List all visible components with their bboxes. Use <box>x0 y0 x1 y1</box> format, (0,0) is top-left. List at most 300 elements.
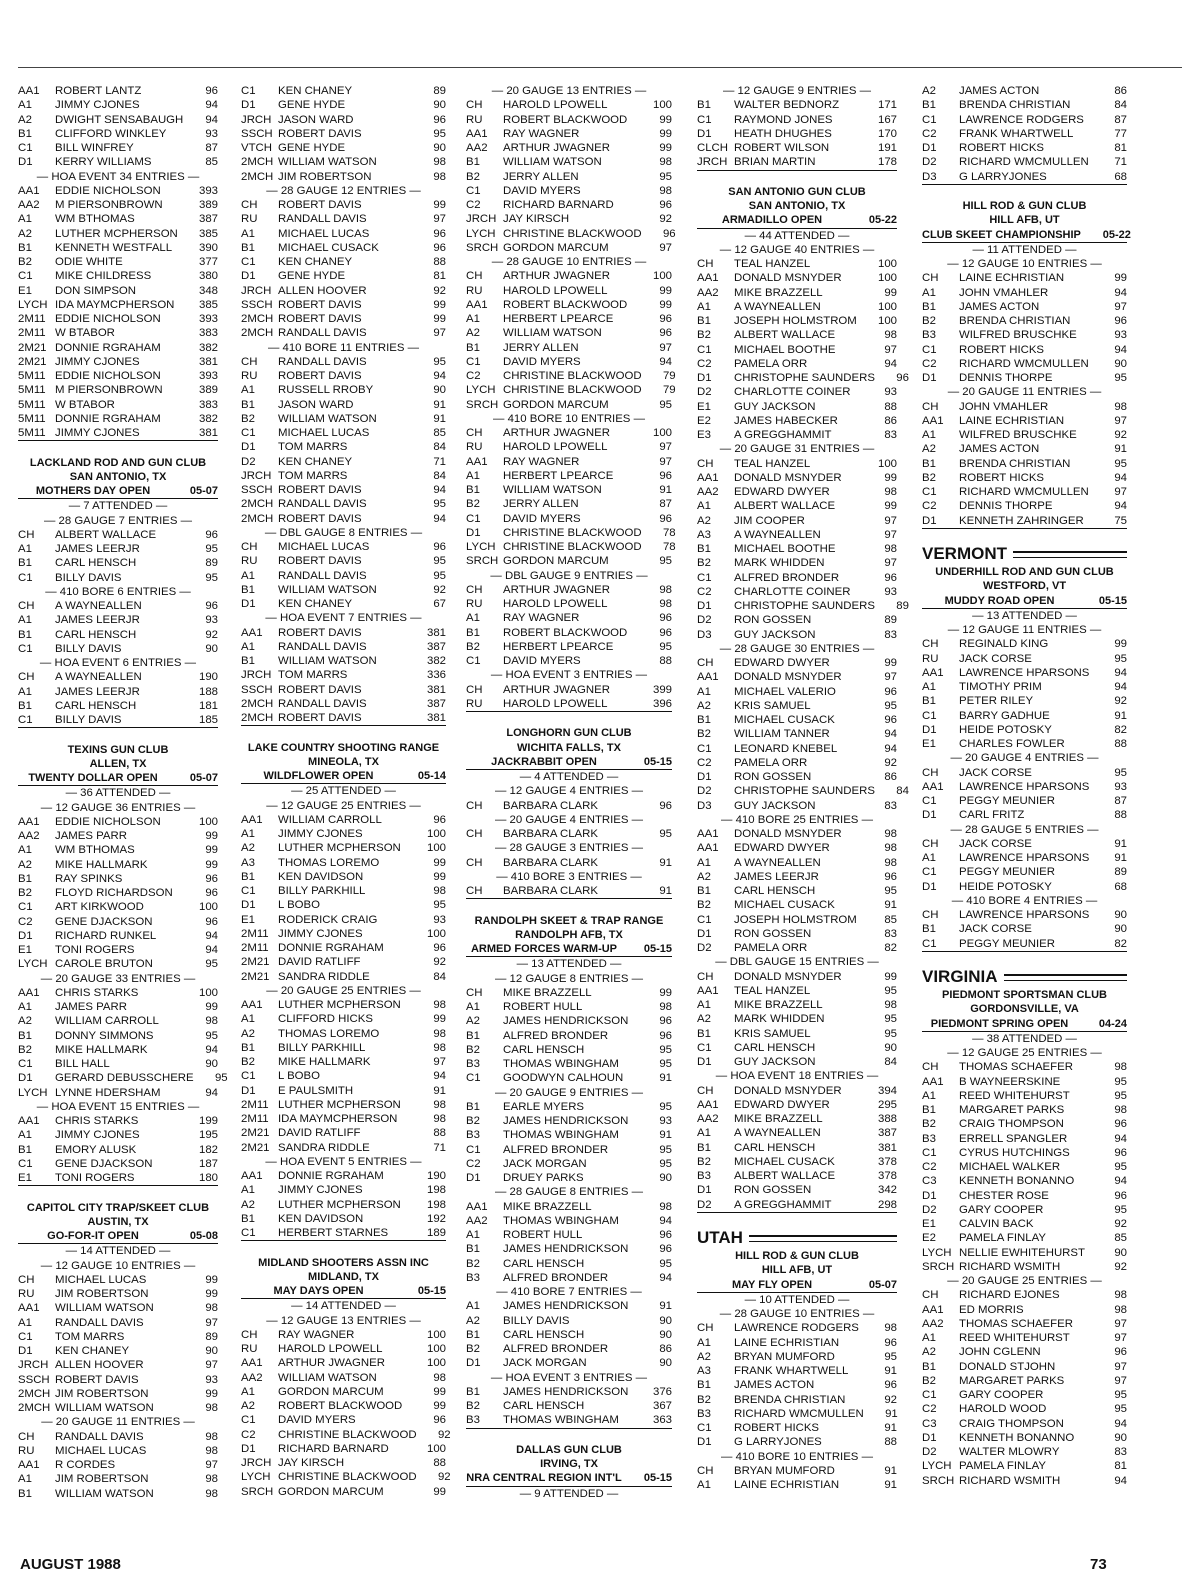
score: 378 <box>877 1170 897 1182</box>
result-row <box>241 127 446 141</box>
class-code: CH <box>18 1430 35 1443</box>
score: 336 <box>426 669 446 682</box>
result-row <box>466 1000 672 1014</box>
class-code: B2 <box>922 471 936 484</box>
class-code: CH <box>466 99 483 112</box>
shooter-name: HERBERT LPEARCE <box>503 313 614 325</box>
shooter-name: KEN DAVIDSON <box>278 1212 364 1225</box>
shooter-name: TONI ROGERS <box>55 944 135 956</box>
score: 100 <box>198 815 218 828</box>
shoot-date: 05-07 <box>868 1278 897 1291</box>
club-name: MIDLAND SHOOTERS ASSN INC <box>258 1256 429 1269</box>
shooter-name: W BTABOR <box>55 398 115 411</box>
shooter-name: JIMMY CJONES <box>55 99 140 112</box>
score: 95 <box>884 1350 897 1363</box>
score: 96 <box>205 600 218 612</box>
result-row <box>241 1098 446 1112</box>
class-code: D1 <box>18 156 33 169</box>
score: 97 <box>884 671 897 684</box>
shooter-name: RAY WAGNER <box>503 127 580 140</box>
score: 96 <box>1114 1146 1127 1159</box>
score: 382 <box>426 655 446 667</box>
result-row <box>466 98 672 112</box>
result-row <box>466 1114 672 1128</box>
shooter-name: MICHAEL LUCAS <box>55 1273 147 1286</box>
shooter-name: JIM ROBERTSON <box>55 1387 149 1400</box>
result-row <box>466 198 672 212</box>
score: 98 <box>433 1098 446 1111</box>
shooter-name: RAYMOND JONES <box>734 113 833 126</box>
result-row <box>18 858 218 872</box>
class-code: B3 <box>922 1132 936 1145</box>
score: 181 <box>198 699 218 712</box>
result-row <box>241 398 446 412</box>
shooter-name: RICHARD RUNKEL <box>55 929 157 942</box>
class-code: B1 <box>18 1029 32 1042</box>
class-code: C1 <box>18 571 33 584</box>
shooter-name: A GREGGHAMMIT <box>734 1198 832 1211</box>
score: 100 <box>426 828 446 840</box>
shooter-name: DAVID MYERS <box>503 512 581 525</box>
class-code: D1 <box>697 1056 712 1068</box>
result-row <box>922 837 1127 851</box>
score: 94 <box>659 355 672 368</box>
result-row <box>697 528 897 542</box>
score: 91 <box>659 1072 672 1085</box>
score: 97 <box>205 1359 218 1372</box>
result-row <box>241 483 446 497</box>
score: 92 <box>205 628 218 641</box>
result-row <box>241 113 446 127</box>
result-row <box>18 113 218 127</box>
shooter-name: JOSEPH HOLMSTROM <box>734 913 857 926</box>
result-row <box>697 271 897 285</box>
shooter-name: FRANK WHARTWELL <box>734 1365 849 1377</box>
result-row <box>241 1112 446 1126</box>
shooter-name: ALBERT WALLACE <box>55 528 157 541</box>
class-code: AA1 <box>18 85 40 97</box>
result-row <box>922 1146 1127 1160</box>
shooter-name: JAMES LEERJR <box>55 685 140 698</box>
shooter-name: EDDIE NICHOLSON <box>55 370 161 382</box>
shooter-name: HAROLD WOOD <box>959 1403 1047 1416</box>
event-header: — 20 GAUGE 13 ENTRIES — <box>491 85 647 97</box>
result-row <box>241 668 446 682</box>
class-code: C1 <box>241 885 256 897</box>
score: 88 <box>884 400 897 413</box>
shooter-name: HERBERT LPEARCE <box>503 640 614 653</box>
shooter-name: L BOBO <box>278 899 320 912</box>
class-code: 5M11 <box>18 427 46 439</box>
shoot-title <box>922 594 1127 609</box>
score: 85 <box>1114 1232 1127 1245</box>
score: 96 <box>659 626 672 639</box>
score: 95 <box>659 640 672 653</box>
shooter-name: EDWARD DWYER <box>734 657 830 669</box>
shooter-name: MICHAEL VALERIO <box>734 685 836 698</box>
result-row <box>18 1000 218 1014</box>
shooter-name: GENE DJACKSON <box>55 1157 153 1170</box>
result-row <box>241 84 446 98</box>
result-row <box>466 398 672 412</box>
shooter-name: EDDIE NICHOLSON <box>55 815 161 828</box>
result-row <box>466 341 672 355</box>
score: 88 <box>433 1457 446 1469</box>
result-row <box>697 428 897 442</box>
score: 88 <box>433 256 446 268</box>
result-row <box>18 398 218 412</box>
result-row <box>697 685 897 699</box>
class-code: A1 <box>241 828 255 840</box>
class-code: CH <box>466 856 483 869</box>
class-code: CH <box>18 1273 35 1286</box>
shooter-name: DONNIE RGRAHAM <box>278 1170 384 1182</box>
class-code: AA1 <box>697 671 719 684</box>
result-row <box>241 1399 446 1413</box>
shooter-name: TONI ROGERS <box>55 1172 135 1184</box>
result-row <box>697 542 897 556</box>
class-code: B1 <box>466 1029 480 1042</box>
result-row <box>18 426 218 441</box>
result-row <box>697 314 897 328</box>
shooter-name: BILLY DAVIS <box>55 571 122 584</box>
event-header: — HOA EVENT 5 ENTRIES — <box>265 1155 422 1168</box>
score: 71 <box>433 1141 446 1154</box>
shooter-name: RANDALL DAVIS <box>278 697 367 710</box>
class-code: CH <box>922 837 939 850</box>
result-row <box>18 1401 218 1415</box>
class-code: B1 <box>466 484 480 496</box>
class-code: B2 <box>922 1118 936 1131</box>
shooter-name: CHARLES FOWLER <box>959 738 1065 750</box>
result-row <box>466 440 672 454</box>
score: 393 <box>198 313 218 325</box>
class-code: A1 <box>466 469 480 482</box>
result-row <box>241 941 446 955</box>
shooter-name: JAY KIRSCH <box>503 213 570 226</box>
class-code: AA1 <box>922 1075 944 1088</box>
class-code: RU <box>466 284 483 297</box>
result-row <box>241 497 446 511</box>
score: 94 <box>1114 666 1127 679</box>
shooter-name: WALTER BEDNORZ <box>734 99 840 112</box>
class-code: E1 <box>241 913 255 926</box>
result-row <box>466 155 672 169</box>
result-row <box>922 1445 1127 1459</box>
class-code: AA2 <box>697 286 719 299</box>
result-row <box>466 1214 672 1228</box>
shooter-name: KENNETH BONANNO <box>959 1431 1075 1444</box>
score: 94 <box>205 929 218 942</box>
score: 95 <box>1114 766 1127 779</box>
club-name: LACKLAND ROD AND GUN CLUB <box>29 456 207 469</box>
result-row <box>241 141 446 155</box>
shoot-date: 04-24 <box>1098 1017 1127 1030</box>
result-row <box>18 1430 218 1444</box>
shooter-name: PEGGY MEUNIER <box>959 795 1055 807</box>
shooter-name: CHRISTOPHE SAUNDERS <box>734 372 875 384</box>
results-column-1 <box>18 84 228 1501</box>
shooter-name: DON SIMPSON <box>55 284 137 297</box>
shooter-name: WILLIAM WATSON <box>55 1302 154 1315</box>
shooter-name: CARL HENSCH <box>55 628 137 641</box>
shooter-name: CARL HENSCH <box>55 699 137 712</box>
class-code: A1 <box>241 569 255 582</box>
class-code: A1 <box>466 313 480 325</box>
score: 95 <box>659 170 672 183</box>
result-row <box>697 257 897 271</box>
result-row <box>697 585 897 599</box>
score: 88 <box>433 1127 446 1140</box>
class-code: A1 <box>18 844 32 857</box>
shooter-name: FRANK WHARTWELL <box>959 127 1074 140</box>
class-code: D1 <box>697 771 712 783</box>
shooter-name: DONALD MSNYDER <box>734 471 842 484</box>
result-row <box>922 666 1127 680</box>
class-code: B1 <box>697 99 711 112</box>
score: 100 <box>877 258 897 270</box>
class-code: C1 <box>697 571 712 584</box>
class-code: SSCH <box>241 298 273 311</box>
score: 382 <box>198 412 218 425</box>
score: 93 <box>1114 780 1127 793</box>
score: 98 <box>884 828 897 840</box>
score: 95 <box>884 984 897 997</box>
score: 91 <box>1114 852 1127 864</box>
score: 381 <box>198 355 218 368</box>
result-row <box>922 1360 1127 1374</box>
shooter-name: RON GOSSEN <box>734 927 812 940</box>
shooter-name: WILLIAM WATSON <box>278 1371 377 1384</box>
shooter-name: ROBERT DAVIS <box>55 1373 139 1386</box>
shooter-name: THOMAS WBINGHAM <box>503 1414 619 1427</box>
event-header: — 14 ATTENDED — <box>291 1300 396 1313</box>
class-code: C1 <box>922 113 937 126</box>
shooter-name: CARL HENSCH <box>503 1328 585 1341</box>
event-header: — 12 GAUGE 40 ENTRIES — <box>719 243 875 256</box>
score: 95 <box>1114 1075 1127 1088</box>
class-code: B1 <box>922 695 936 708</box>
result-row <box>241 1084 446 1098</box>
shooter-name: CRAIG THOMPSON <box>959 1118 1064 1131</box>
shooter-name: HERBERT STARNES <box>278 1227 389 1239</box>
result-row <box>922 442 1127 456</box>
class-code: RU <box>241 555 258 568</box>
result-row <box>18 1373 218 1387</box>
event-header: — 410 BORE 10 ENTRIES — <box>493 412 645 425</box>
score: 99 <box>205 1273 218 1286</box>
result-row <box>18 1157 218 1171</box>
score: 99 <box>884 286 897 299</box>
class-code: D3 <box>922 170 937 183</box>
score: 189 <box>426 1227 446 1239</box>
class-code: E1 <box>922 738 936 750</box>
result-row <box>922 314 1127 328</box>
score: 96 <box>433 241 446 254</box>
shooter-name: ROBERT DAVIS <box>278 370 362 382</box>
score: 96 <box>884 685 897 698</box>
score: 100 <box>877 315 897 327</box>
shooter-name: A WAYNEALLEN <box>734 856 821 869</box>
result-row <box>697 1421 897 1435</box>
class-code: JRCH <box>18 1359 49 1372</box>
result-row <box>922 414 1127 428</box>
result-row <box>18 1128 218 1142</box>
shooter-name: ARTHUR JWAGNER <box>278 1357 385 1370</box>
score: 348 <box>198 284 218 297</box>
result-row <box>466 640 672 654</box>
score: 95 <box>433 127 446 140</box>
score: 180 <box>198 1172 218 1184</box>
shooter-name: ED MORRIS <box>959 1303 1024 1316</box>
result-row <box>241 970 446 984</box>
result-row <box>697 457 897 471</box>
score: 97 <box>1114 300 1127 313</box>
score: 90 <box>1114 1246 1127 1259</box>
class-code: B1 <box>922 300 936 313</box>
result-row <box>697 1478 897 1492</box>
shooter-name: ROBERT BLACKWOOD <box>278 1400 403 1412</box>
shooter-name: JIM ROBERTSON <box>55 1288 149 1300</box>
class-code: C2 <box>922 357 937 370</box>
shooter-name: DONALD MSNYDER <box>734 272 842 285</box>
result-row <box>18 900 218 914</box>
result-row <box>466 1043 672 1057</box>
shooter-name: E PAULSMITH <box>278 1084 354 1097</box>
score: 96 <box>1114 1118 1127 1131</box>
result-row <box>241 170 446 184</box>
score: 93 <box>884 585 897 598</box>
result-row <box>697 141 897 155</box>
result-row <box>922 328 1127 342</box>
score: 83 <box>884 628 897 641</box>
result-row <box>241 884 446 898</box>
score: 98 <box>1114 1289 1127 1302</box>
score: 95 <box>1114 372 1127 384</box>
event-header: — 13 ATTENDED — <box>516 958 622 971</box>
class-code: CH <box>466 986 483 999</box>
result-row <box>241 640 446 654</box>
result-row <box>466 212 672 226</box>
shooter-name: ROBERT DAVIS <box>278 298 362 311</box>
shooter-name: CHRISTINE BLACKWOOD <box>503 227 642 240</box>
shooter-name: THOMAS LOREMO <box>278 1027 380 1040</box>
score: 394 <box>877 1084 897 1097</box>
class-code: AA1 <box>241 813 263 826</box>
result-row <box>241 284 446 298</box>
shooter-name: JACK CORSE <box>959 837 1032 850</box>
score: 99 <box>433 1013 446 1026</box>
shooter-name: GENE DJACKSON <box>55 915 153 928</box>
shooter-name: RODERICK CRAIG <box>278 913 378 926</box>
result-row <box>922 766 1127 780</box>
shooter-name: JIMMY CJONES <box>55 1129 140 1142</box>
class-code: A1 <box>241 640 255 653</box>
shooter-name: THOMAS WBINGHAM <box>503 1058 619 1070</box>
shooter-name: CHRIS STARKS <box>55 1115 139 1127</box>
score: 95 <box>1114 1389 1127 1401</box>
shooter-name: CARL HENSCH <box>503 1400 585 1412</box>
shooter-name: ROBERT DAVIS <box>278 313 362 325</box>
result-row <box>241 312 446 326</box>
score: 85 <box>884 913 897 926</box>
event-header: — 20 GAUGE 25 ENTRIES — <box>947 1275 1102 1287</box>
result-row <box>18 312 218 326</box>
shooter-name: LAWRENCE RODGERS <box>959 113 1084 126</box>
class-code: AA2 <box>466 142 488 154</box>
result-row <box>922 637 1127 651</box>
class-code: B1 <box>18 628 32 641</box>
class-code: JRCH <box>241 469 272 482</box>
score: 92 <box>1114 429 1127 441</box>
class-code: SRCH <box>466 398 499 411</box>
shooter-name: CHRISTINE BLACKWOOD <box>278 1471 417 1484</box>
shooter-name: JIMMY CJONES <box>278 927 363 940</box>
shooter-name: GOODWYN CALHOUN <box>503 1072 624 1085</box>
score: 94 <box>205 113 218 126</box>
shooter-name: BILL WINFREY <box>55 142 134 154</box>
score: 92 <box>433 284 446 297</box>
class-code: A1 <box>697 300 711 313</box>
event-header: — 14 ATTENDED — <box>65 1245 171 1258</box>
class-code: A1 <box>922 1332 936 1344</box>
result-row <box>466 1399 672 1413</box>
result-row <box>241 512 446 526</box>
class-code: E3 <box>697 429 711 441</box>
spacer <box>18 728 218 742</box>
class-code: 2MCH <box>241 156 274 169</box>
shooter-name: ROBERT BLACKWOOD <box>503 113 628 126</box>
score: 98 <box>884 1322 897 1335</box>
class-code: C1 <box>466 655 481 667</box>
class-code: CH <box>466 799 483 812</box>
score: 95 <box>1114 1203 1127 1216</box>
class-code: A2 <box>922 443 936 456</box>
score: 96 <box>659 469 672 482</box>
score: 187 <box>198 1157 218 1170</box>
shooter-name: ROBERT DAVIS <box>278 626 362 639</box>
club-name: HILL ROD & GUN CLUB <box>735 1250 859 1262</box>
score: 89 <box>205 1330 218 1343</box>
score: 380 <box>198 270 218 283</box>
result-row <box>697 514 897 528</box>
score: 95 <box>659 1043 672 1056</box>
shooter-name: HEIDE POTOSKY <box>959 880 1052 893</box>
shooter-name: REGINALD KING <box>959 638 1049 651</box>
shooter-name: ERRELL SPANGLER <box>959 1132 1068 1145</box>
result-row <box>697 670 897 684</box>
class-code: A1 <box>922 681 936 693</box>
class-code: 2MCH <box>241 697 274 710</box>
shooter-name: JAMES LEERJR <box>55 614 140 627</box>
class-code: A1 <box>18 213 32 226</box>
shooter-name: THOMAS LOREMO <box>278 856 380 869</box>
class-code: AA1 <box>466 298 488 311</box>
shoot-name: ARMADILLO OPEN <box>721 214 823 227</box>
result-row <box>697 113 897 127</box>
shooter-name: THOMAS WBINGHAM <box>503 1129 619 1142</box>
event-header: — 7 ATTENDED — <box>68 500 168 513</box>
shooter-name: JAMES ACTON <box>734 1379 815 1392</box>
event-header: — 12 GAUGE 10 ENTRIES — <box>947 258 1102 270</box>
score: 92 <box>433 583 446 596</box>
event-header: — 25 ATTENDED — <box>291 785 396 798</box>
result-row <box>18 571 218 585</box>
result-row <box>18 886 218 900</box>
class-code: C1 <box>18 270 33 283</box>
result-row <box>18 241 218 255</box>
class-code: C1 <box>922 937 937 950</box>
